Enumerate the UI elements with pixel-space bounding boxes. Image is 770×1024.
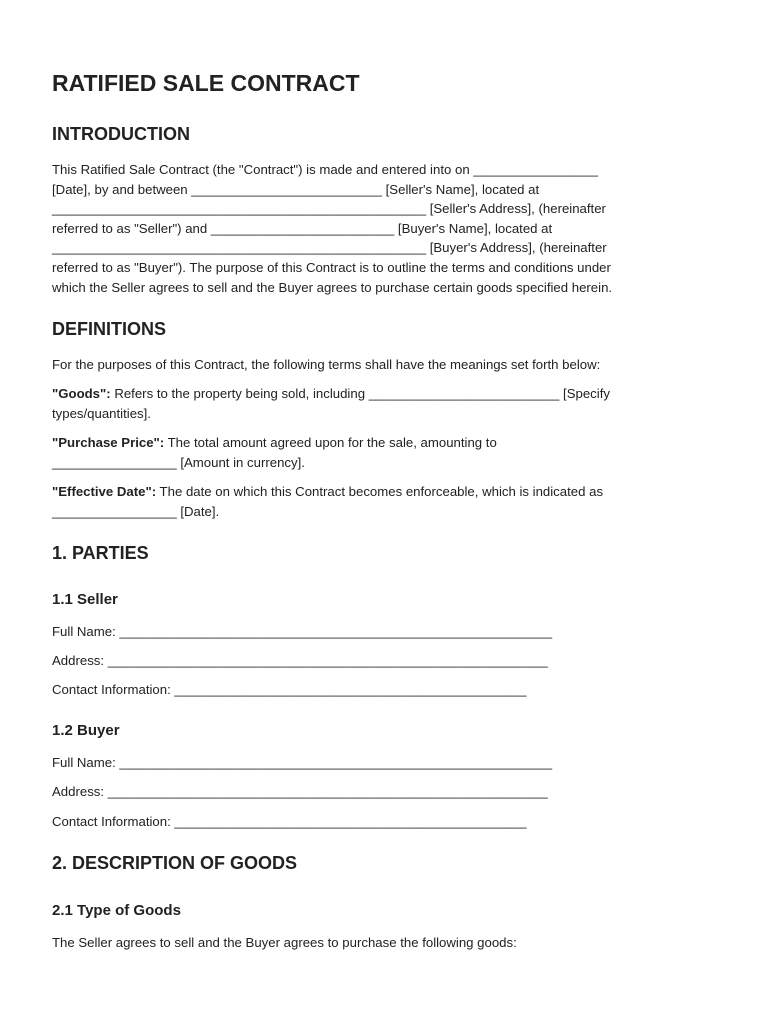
- definition-purchase-price: [52, 433, 718, 472]
- buyer-address-field: Address: ____________________________________________________________: [52, 784, 548, 799]
- definition-text: Refers to the property being sold, including __________________________ [Specify: [110, 386, 610, 401]
- seller-heading: 1.1 Seller: [52, 591, 118, 608]
- parties-heading: 1. PARTIES: [52, 543, 149, 563]
- introduction-line: ___________________________________________________ [Buyer's Address], (hereinafter: [52, 240, 607, 256]
- description-of-goods-heading: 2. DESCRIPTION OF GOODS: [52, 853, 298, 873]
- document-title: RATIFIED SALE CONTRACT: [52, 70, 360, 96]
- type-of-goods-text: The Seller agrees to sell and the Buyer agrees to purchase the following goods:: [52, 935, 517, 950]
- definition-text: The date on which this Contract becomes enforceable, which is indicated as: [156, 484, 604, 499]
- introduction-line: This Ratified Sale Contract (the "Contract") is made and entered into on _________________: [52, 162, 598, 177]
- introduction-line: ___________________________________________________ [Seller's Address], (hereinafter: [52, 201, 606, 217]
- introduction-line: which the Seller agrees to sell and the Buyer agrees to purchase certain goods specified herein.: [52, 279, 613, 295]
- introduction-line: referred to as "Seller") and _________________________ [Buyer's Name], located at: [52, 220, 553, 236]
- introduction-paragraph: [52, 160, 718, 297]
- buyer-full-name-field: Full Name: ___________________________________________________________: [52, 755, 553, 770]
- introduction-heading: INTRODUCTION: [52, 124, 190, 144]
- definition-term: "Purchase Price":: [52, 435, 165, 450]
- definitions-heading: DEFINITIONS: [52, 319, 167, 339]
- buyer-contact-field: Contact Information: ________________________________________________: [52, 814, 527, 829]
- definitions-intro: For the purposes of this Contract, the following terms shall have the meanings set forth below:: [52, 357, 601, 372]
- introduction-line: [Date], by and between __________________________ [Seller's Name], located at: [52, 181, 540, 197]
- seller-address-field: Address: ____________________________________________________________: [52, 653, 548, 668]
- introduction-line: referred to as "Buyer"). The purpose of this Contract is to outline the terms and conditions under: [52, 259, 611, 275]
- definition-text: The total amount agreed upon for the sale, amounting to: [164, 435, 497, 450]
- definition-text: types/quantities].: [52, 405, 151, 421]
- definition-goods: [52, 384, 718, 423]
- definition-text: _________________ [Amount in currency].: [52, 454, 305, 470]
- seller-full-name-field: Full Name: ___________________________________________________________: [52, 624, 553, 639]
- definition-text: _________________ [Date].: [52, 503, 220, 519]
- buyer-heading: 1.2 Buyer: [52, 722, 120, 739]
- definition-effective-date: [52, 482, 718, 521]
- definition-term: "Effective Date":: [52, 484, 157, 499]
- type-of-goods-heading: 2.1 Type of Goods: [52, 902, 181, 919]
- definition-term: "Goods":: [52, 386, 111, 401]
- seller-contact-field: Contact Information: ________________________________________________: [52, 682, 527, 697]
